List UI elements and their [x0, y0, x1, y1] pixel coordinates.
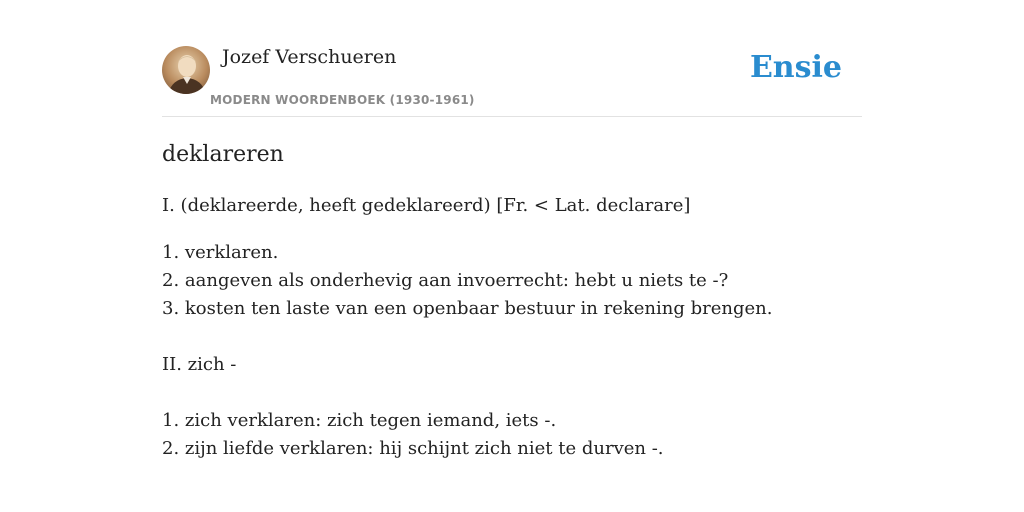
- sense-1-item: 1. verklaren.: [162, 242, 279, 263]
- sense-1-heading: I. (deklareerde, heeft gedeklareerd) [Fr. < Lat. declarare]: [162, 195, 691, 216]
- sense-2-item: 2. zijn liefde verklaren: hij schijnt zich niet te durven -.: [162, 438, 664, 459]
- headword: deklareren: [162, 142, 284, 167]
- sense-2-heading: II. zich -: [162, 354, 237, 375]
- sense-1-item: 3. kosten ten laste van een openbaar bestuur in rekening brengen.: [162, 298, 773, 319]
- author-name[interactable]: Jozef Verschueren: [222, 46, 397, 68]
- sense-2-item: 1. zich verklaren: zich tegen iemand, iets -.: [162, 410, 557, 431]
- sense-1-item: 2. aangeven als onderhevig aan invoerrecht: hebt u niets te -?: [162, 270, 729, 291]
- author-avatar[interactable]: [162, 46, 210, 94]
- entry-content: [162, 140, 862, 463]
- entry-header: [162, 44, 862, 117]
- portrait-icon: [162, 46, 210, 94]
- brand-logo[interactable]: Ensie: [749, 50, 842, 85]
- source-title[interactable]: MODERN WOORDENBOEK (1930-1961): [210, 93, 475, 107]
